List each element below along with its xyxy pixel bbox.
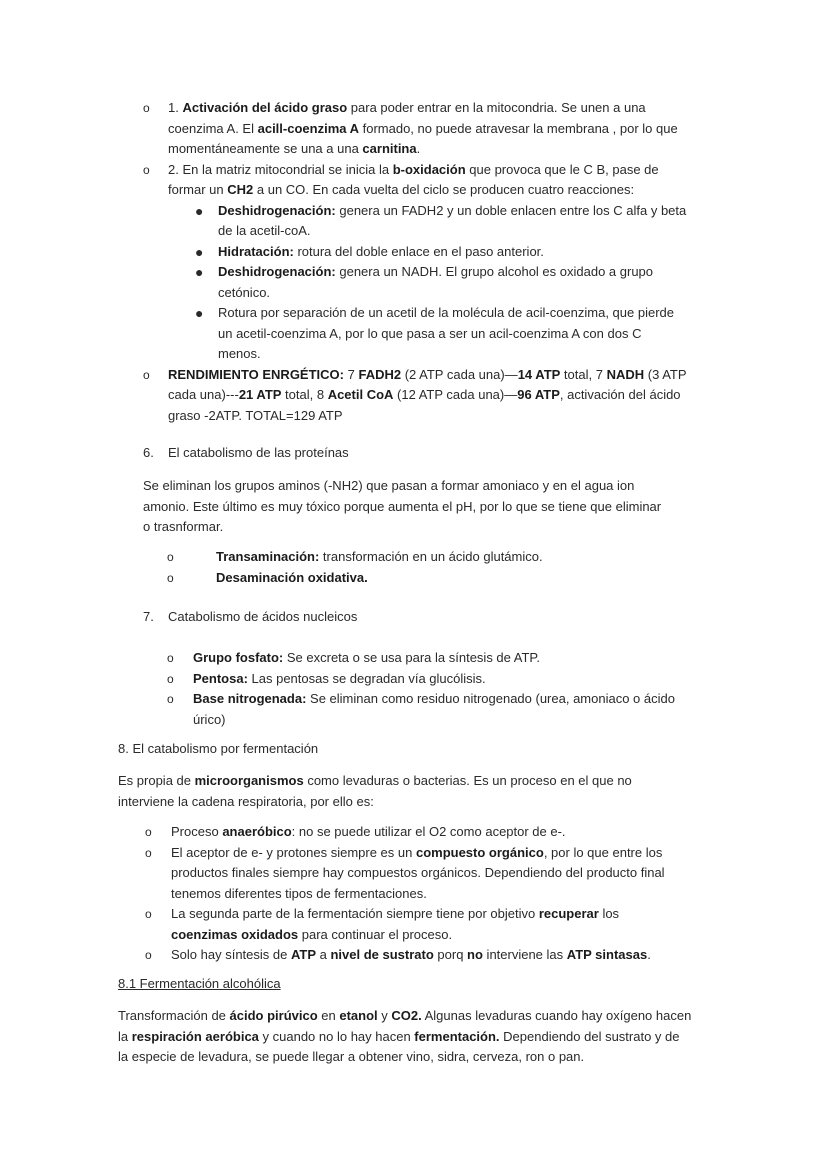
bold-term: recuperar bbox=[538, 906, 599, 921]
list-item-line bbox=[193, 689, 675, 709]
text-run: porq bbox=[433, 947, 468, 962]
list-item-line bbox=[218, 283, 270, 303]
circle-bullet-icon: o bbox=[145, 948, 152, 962]
paragraph-line bbox=[118, 1027, 680, 1047]
list-item-line bbox=[218, 221, 311, 241]
paragraph-line: Se eliminan los grupos aminos (-NH2) que pasan a formar amoniaco y en el agua ion bbox=[143, 478, 635, 493]
bold-term: nivel de sustrato bbox=[330, 947, 434, 962]
section-heading: 8. El catabolismo por fermentación bbox=[118, 741, 319, 756]
list-item-line bbox=[218, 242, 544, 262]
text-run: , activación del ácido bbox=[559, 387, 681, 402]
text-run: para continuar el proceso. bbox=[298, 926, 453, 942]
text-run: graso -2ATP. TOTAL=129 ATP bbox=[168, 407, 343, 423]
dot-bullet-icon: ● bbox=[195, 243, 204, 260]
bold-term: 21 ATP bbox=[238, 387, 282, 402]
text-run: y cuando no lo hay hacen bbox=[258, 1028, 415, 1044]
list-item-line bbox=[171, 925, 452, 945]
bold-term: ácido pirúvico bbox=[229, 1008, 318, 1023]
circle-bullet-icon: o bbox=[167, 651, 174, 665]
circle-bullet-icon: o bbox=[145, 825, 152, 839]
text-run: a un CO. En cada vuelta del ciclo se producen cuatro reacciones: bbox=[253, 182, 635, 197]
text-run: que provoca que le C B, pase de bbox=[465, 161, 659, 177]
list-item-line bbox=[168, 139, 420, 159]
section-number: 6. bbox=[143, 445, 154, 460]
bold-term: b-oxidación bbox=[392, 161, 466, 177]
text-run: momentáneamente se una a una bbox=[168, 141, 363, 156]
text-run: El aceptor de e- y protones siempre es un bbox=[171, 844, 416, 860]
bold-term: Desaminación oxidativa. bbox=[216, 569, 368, 585]
text-run: genera un NADH. El grupo alcohol es oxidado a grupo bbox=[335, 264, 654, 279]
text-run: coenzima A. El bbox=[168, 120, 258, 136]
list-item-line bbox=[216, 568, 368, 588]
text-run: . bbox=[647, 947, 651, 962]
text-run: interviene las bbox=[482, 947, 567, 962]
text-run: (3 ATP bbox=[644, 366, 687, 382]
list-item-line bbox=[218, 303, 674, 323]
paragraph-line bbox=[118, 792, 374, 812]
circle-bullet-icon: o bbox=[143, 101, 150, 115]
list-item-line bbox=[168, 160, 659, 180]
text-run: Las pentosas se degradan vía glucólisis. bbox=[247, 670, 486, 686]
bold-term: fermentación. bbox=[414, 1028, 500, 1044]
text-run: Proceso bbox=[171, 824, 223, 839]
circle-bullet-icon: o bbox=[167, 692, 174, 706]
paragraph-line: o trasnformar. bbox=[143, 519, 224, 534]
list-item-line bbox=[218, 344, 261, 364]
bold-term: CH2 bbox=[227, 182, 254, 197]
paragraph-line bbox=[118, 771, 632, 791]
circle-bullet-icon: o bbox=[143, 162, 150, 177]
text-run: total, 8 bbox=[281, 387, 328, 402]
bold-term: compuesto orgánico bbox=[415, 844, 544, 860]
bold-term: ATP sintasas bbox=[566, 947, 648, 962]
list-item-line bbox=[168, 385, 681, 405]
list-item-line bbox=[171, 843, 662, 863]
text-run: úrico) bbox=[193, 711, 226, 727]
bold-term: etanol bbox=[339, 1008, 378, 1023]
text-run: Transformación de bbox=[118, 1008, 230, 1023]
text-run: total, 7 bbox=[560, 366, 607, 382]
list-item-line bbox=[171, 863, 665, 883]
list-item-line bbox=[168, 406, 343, 426]
text-run: los bbox=[598, 906, 620, 921]
bold-term: Transaminación: bbox=[216, 549, 320, 564]
bold-term: Deshidrogenación: bbox=[218, 202, 336, 218]
bold-term: Acetil CoA bbox=[327, 387, 394, 402]
text-run: rotura del doble enlace en el paso anterior. bbox=[293, 243, 544, 259]
text-run: transformación en un ácido glutámico. bbox=[319, 549, 543, 564]
dot-bullet-icon: ● bbox=[195, 202, 204, 219]
list-item-line bbox=[218, 262, 653, 282]
list-item-line bbox=[168, 180, 634, 200]
paragraph-line: amonio. Este último es muy tóxico porque aumenta el pH, por lo que se tiene que eliminar bbox=[143, 498, 662, 514]
text-run: para poder entrar en la mitocondria. Se unen a una bbox=[347, 100, 646, 115]
bold-term: Grupo fosfato: bbox=[193, 650, 284, 665]
text-run: de la acetil-coA. bbox=[218, 223, 311, 238]
list-item-line bbox=[193, 669, 486, 689]
text-run: (12 ATP cada una)— bbox=[393, 387, 518, 402]
bold-term: CO2. bbox=[391, 1008, 422, 1023]
bold-term: anaeróbico bbox=[222, 824, 292, 839]
bold-term: Pentosa: bbox=[193, 670, 248, 686]
paragraph-line bbox=[118, 1047, 584, 1067]
text-run: cada una)--- bbox=[168, 387, 239, 402]
text-run: 2. En la matriz mitocondrial se inicia la bbox=[168, 161, 393, 177]
text-run: en bbox=[317, 1008, 340, 1023]
list-item-line bbox=[168, 98, 646, 118]
text-run: Se excreta o se usa para la síntesis de ATP. bbox=[283, 650, 541, 665]
text-run: Algunas levaduras cuando hay oxígeno hacen bbox=[421, 1008, 692, 1023]
list-item-line bbox=[171, 822, 566, 842]
list-item-line bbox=[193, 648, 540, 668]
list-item-line bbox=[171, 904, 619, 924]
bold-term: Activación del ácido graso bbox=[182, 100, 348, 115]
text-run: (2 ATP cada una)— bbox=[401, 366, 518, 382]
text-run: 1. bbox=[168, 100, 183, 115]
list-item-line bbox=[168, 365, 687, 385]
text-run: como levaduras o bacterias. Es un proceso en el que no bbox=[303, 773, 632, 788]
list-item-line bbox=[218, 201, 686, 221]
circle-bullet-icon: o bbox=[167, 671, 174, 686]
bold-term: Deshidrogenación: bbox=[218, 264, 336, 279]
bold-term: NADH bbox=[606, 366, 645, 382]
bold-term: respiración aeróbica bbox=[131, 1028, 259, 1044]
circle-bullet-icon: o bbox=[145, 907, 152, 921]
text-run: la especie de levadura, se puede llegar a obtener vino, sidra, cerveza, ron o pan. bbox=[118, 1049, 585, 1064]
circle-bullet-icon: o bbox=[145, 845, 152, 860]
text-run: genera un FADH2 y un doble enlacen entre los C alfa y beta bbox=[335, 202, 687, 218]
dot-bullet-icon: ● bbox=[195, 264, 204, 280]
list-item-line bbox=[171, 945, 651, 965]
bold-term: 96 ATP bbox=[517, 387, 560, 402]
paragraph-line bbox=[118, 1006, 691, 1026]
text-run: Solo hay síntesis de bbox=[171, 947, 291, 962]
subsection-heading: 8.1 Fermentación alcohólica bbox=[118, 976, 281, 991]
text-run: : no se puede utilizar el O2 como aceptor de e-. bbox=[291, 824, 566, 839]
circle-bullet-icon: o bbox=[143, 367, 150, 382]
section-number: 7. bbox=[143, 609, 154, 624]
text-run: interviene la cadena respiratoria, por ello es: bbox=[118, 793, 374, 809]
bold-term: no bbox=[467, 947, 483, 962]
text-run: menos. bbox=[218, 346, 261, 361]
list-item-line bbox=[171, 884, 427, 904]
text-run: a bbox=[316, 947, 331, 962]
bold-term: microorganismos bbox=[194, 773, 304, 788]
bold-term: coenzimas oxidados bbox=[171, 926, 299, 942]
list-item-line bbox=[193, 710, 226, 730]
text-run: formar un bbox=[168, 182, 228, 197]
text-run: un acetil-coenzima A, por lo que pasa a ser un acil-coenzima A con dos C bbox=[218, 325, 642, 341]
bold-term: Hidratación: bbox=[218, 243, 294, 259]
text-run: . bbox=[416, 141, 421, 156]
text-run: y bbox=[377, 1008, 392, 1023]
text-run: Dependiendo del sustrato y de bbox=[499, 1028, 680, 1044]
list-item-line bbox=[216, 547, 543, 567]
circle-bullet-icon: o bbox=[167, 550, 174, 564]
text-run: productos finales siempre hay compuestos orgánicos. Dependiendo del producto final bbox=[171, 865, 665, 880]
text-run: , por lo que entre los bbox=[543, 844, 663, 860]
text-run: 7 bbox=[344, 366, 359, 382]
text-run: formado, no puede atravesar la membrana , por lo que bbox=[359, 120, 678, 136]
bold-term: ATP bbox=[290, 947, 317, 962]
section-heading: El catabolismo de las proteínas bbox=[168, 445, 349, 460]
bold-term: Base nitrogenada: bbox=[193, 691, 307, 706]
bold-term: FADH2 bbox=[358, 366, 402, 382]
text-run: tenemos diferentes tipos de fermentaciones. bbox=[171, 885, 427, 901]
bold-term: RENDIMIENTO ENRGÉTICO: bbox=[168, 366, 344, 382]
text-run: La segunda parte de la fermentación siempre tiene por objetivo bbox=[171, 906, 539, 921]
dot-bullet-icon: ● bbox=[195, 305, 204, 321]
bold-term: carnitina bbox=[362, 141, 417, 156]
bold-term: 14 ATP bbox=[517, 366, 561, 382]
section-heading: Catabolismo de ácidos nucleicos bbox=[168, 609, 358, 624]
text-run: Rotura por separación de un acetil de la molécula de acil-coenzima, que pierde bbox=[218, 305, 674, 320]
text-run: Se eliminan como residuo nitrogenado (urea, amoniaco o ácido bbox=[306, 691, 675, 706]
text-run: Es propia de bbox=[118, 773, 195, 788]
circle-bullet-icon: o bbox=[167, 570, 174, 585]
list-item-line bbox=[168, 119, 678, 139]
text-run: cetónico. bbox=[218, 284, 271, 300]
text-run: la bbox=[118, 1028, 132, 1044]
bold-term: acill-coenzima A bbox=[257, 120, 359, 136]
list-item-line bbox=[218, 324, 641, 344]
